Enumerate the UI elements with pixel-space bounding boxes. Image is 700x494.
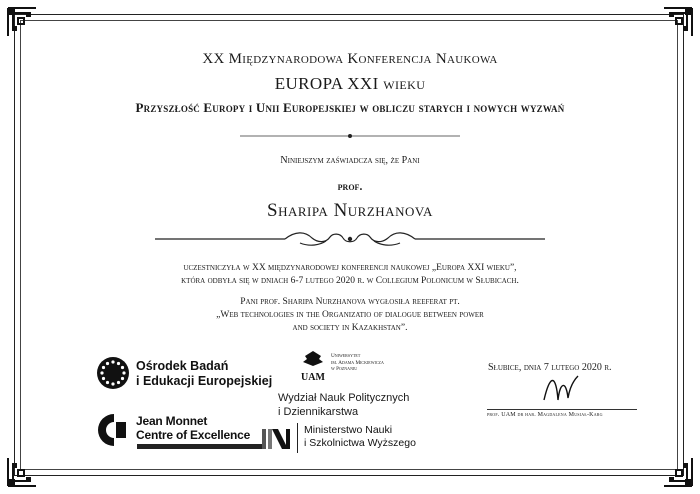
date-place: Słubice, dnia 7 lutego 2020 r. — [488, 362, 612, 373]
conference-title: XX Międzynarodowa Konferencja Naukowa — [202, 51, 498, 67]
signer-name: prof. UAM dr hab. Magdalena Musiał-Karg — [487, 412, 603, 418]
corner-ornament-icon — [646, 440, 694, 488]
signature-line — [487, 409, 637, 410]
faculty-name — [278, 391, 409, 419]
participation-line-1: uczestniczyła w XX międzynarodowej konferencji naukowej „Europa XXI wieku”, — [183, 263, 517, 273]
lecture-line-2: „Web technologies in the Organizatio of dialogue between power — [216, 310, 484, 320]
uam-line-3: w Poznaniu — [331, 366, 358, 372]
lecture-text — [0, 296, 700, 335]
participation-line-2: która odbyła się w dniach 6-7 lutego 2020 r. w Collegium Polonicum w Słubicach. — [181, 276, 519, 286]
jean-monnet-icon — [96, 412, 132, 448]
flourish-divider-icon — [0, 229, 700, 249]
ministry-icon — [262, 425, 292, 449]
lecture-line-3: and society in Kazakhstan”. — [292, 323, 408, 333]
ministry-line-2: i Szkolnictwa Wyższego — [304, 437, 416, 449]
faculty-line-2: i Dziennikarstwa — [278, 406, 359, 418]
certify-line: Niniejszym zaświadcza się, że Pani — [280, 155, 420, 166]
corner-ornament-icon — [6, 440, 54, 488]
recipient-name: Sharipa Nurzhanova — [267, 200, 433, 221]
conference-subtitle: Przyszłość Europy i Unii Europejskiej w obliczu starych i nowych wyzwań — [135, 100, 565, 115]
jean-monnet-line-1: Jean Monnet — [136, 414, 208, 428]
jean-monnet-strip — [137, 444, 263, 449]
eu-stars-icon — [96, 356, 130, 390]
jean-monnet-line-2: Centre of Excellence — [136, 428, 251, 442]
uam-mark: UAM — [301, 372, 325, 383]
conference-name: EUROPA XXI wieku — [274, 74, 426, 93]
corner-ornament-icon — [6, 6, 54, 54]
corner-ornament-icon — [646, 6, 694, 54]
academic-title: prof. — [337, 181, 363, 193]
signature-scribble-icon — [540, 370, 580, 408]
ministry-line-1: Ministerstwo Nauki — [304, 424, 393, 436]
participation-text — [0, 262, 700, 288]
faculty-line-1: Wydział Nauk Politycznych — [278, 392, 410, 404]
divider-ornament-icon — [0, 130, 700, 142]
uam-line-2: im. Adama Mickiewicza — [331, 359, 384, 366]
osrodek-line-2: i Edukacji Europejskiej — [136, 374, 273, 388]
lecture-line-1: Pani prof. Sharipa Nurzhanova wygłosiła reeferat pt. — [240, 297, 460, 307]
uam-crest-icon — [300, 350, 326, 384]
uam-line-1: Uniwersytet — [331, 353, 361, 359]
ministry-divider — [297, 423, 298, 453]
osrodek-line-1: Ośrodek Badań — [136, 359, 229, 373]
